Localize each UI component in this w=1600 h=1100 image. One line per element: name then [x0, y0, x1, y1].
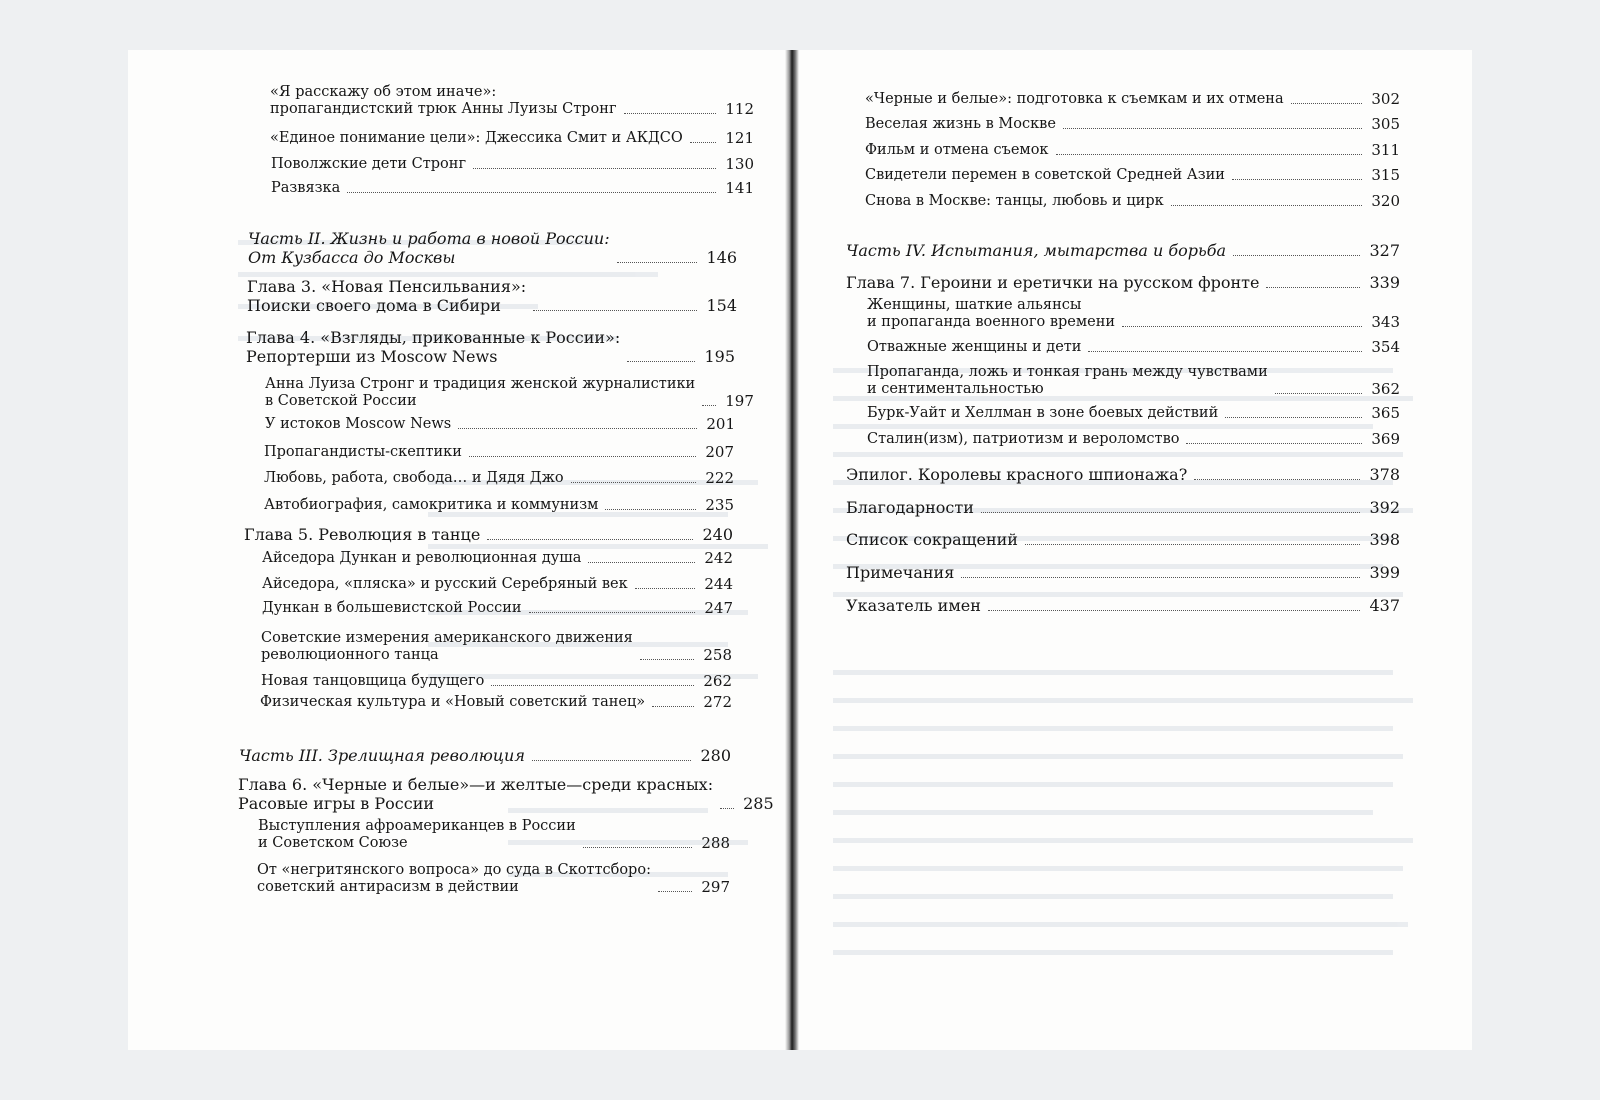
- toc-part-entry: [248, 229, 737, 267]
- toc-entry: [865, 167, 1400, 184]
- toc-page-number: 262: [703, 672, 732, 690]
- toc-entry-title: [262, 576, 628, 593]
- toc-page-number: 195: [704, 347, 735, 366]
- toc-entry-title: [865, 142, 1049, 159]
- toc-entry-line: Глава 5. Революция в танце: [244, 525, 481, 544]
- dot-leader: [588, 562, 695, 563]
- toc-entry-title: [260, 694, 645, 711]
- toc-entry-line: Расовые игры в России: [238, 794, 435, 813]
- toc-entry: [271, 180, 754, 197]
- toc-entry: [264, 444, 734, 461]
- toc-entry-title: [867, 405, 1218, 422]
- toc-page-number: 437: [1369, 596, 1400, 615]
- toc-page-number: 258: [703, 646, 732, 664]
- toc-entry-line: Поиски своего дома в Сибири: [247, 296, 501, 315]
- toc-chapter-entry: [244, 525, 733, 544]
- toc-entry-line: Фильм и отмена съемок: [865, 142, 1049, 158]
- toc-entry-line: Примечания: [846, 563, 955, 582]
- toc-entry-title: [867, 339, 1081, 356]
- toc-entry-title: [270, 84, 617, 118]
- toc-entry-title: [261, 630, 633, 664]
- toc-page-number: 242: [704, 549, 733, 567]
- dot-leader: [529, 612, 696, 613]
- toc-page-number: 240: [702, 525, 733, 544]
- toc-entry-line: Сталин(изм), патриотизм и вероломство: [867, 431, 1180, 447]
- dot-leader: [1171, 205, 1363, 206]
- dot-leader: [583, 847, 693, 848]
- toc-entry: [867, 297, 1400, 331]
- toc-page-number: 235: [705, 496, 734, 514]
- toc-entry-line: «Я расскажу об этом иначе»:: [270, 84, 497, 100]
- toc-entry-line: Физическая культура и «Новый советский танец»: [260, 694, 646, 710]
- toc-entry-line: Эпилог. Королевы красного шпионажа?: [846, 465, 1188, 484]
- toc-entry-title: [238, 775, 713, 813]
- toc-entry: [262, 600, 733, 617]
- toc-entry-line: Глава 3. «Новая Пенсильвания»:: [247, 277, 527, 296]
- toc-entry-line: в Советской России: [265, 393, 417, 409]
- toc-page-number: 285: [743, 794, 774, 813]
- toc-page-number: 392: [1369, 498, 1400, 517]
- toc-entry-line: Айседора, «пляска» и русский Серебряный век: [262, 576, 628, 592]
- toc-entry: [262, 576, 733, 593]
- toc-entry: [260, 694, 732, 711]
- dot-leader: [1025, 544, 1360, 545]
- toc-entry-title: [846, 563, 954, 582]
- toc-page-number: 201: [706, 415, 735, 433]
- toc-entry-title: [247, 277, 526, 315]
- toc-entry-title: [264, 444, 462, 461]
- toc-entry-line: Благодарности: [846, 498, 974, 517]
- toc-entry-line: Пропаганда, ложь и тонкая грань между чувствами: [867, 364, 1268, 380]
- toc-entry-title: [262, 600, 522, 617]
- toc-entry-title: [244, 525, 480, 544]
- dot-leader: [347, 192, 716, 193]
- toc-page-number: 112: [725, 100, 754, 118]
- toc-page-number: 207: [705, 443, 734, 461]
- toc-entry-title: [271, 156, 466, 173]
- toc-page-number: 154: [706, 296, 737, 315]
- toc-entry-title: [262, 550, 581, 567]
- dot-leader: [473, 168, 716, 169]
- dot-leader: [1063, 128, 1362, 129]
- toc-entry: [270, 84, 754, 118]
- dot-leader: [487, 539, 693, 540]
- toc-chapter-entry: [846, 563, 1400, 582]
- toc-entry-line: Глава 6. «Черные и белые»—и желтые—среди красных:: [238, 775, 714, 794]
- dot-leader: [491, 685, 694, 686]
- toc-entry: [865, 142, 1400, 159]
- dot-leader: [720, 808, 734, 809]
- toc-entry-title: [264, 470, 564, 487]
- toc-entry: [867, 431, 1400, 448]
- toc-page-number: 297: [701, 878, 730, 896]
- toc-entry-title: [846, 596, 981, 615]
- toc-page-number: 315: [1371, 166, 1400, 184]
- toc-part-entry: [846, 241, 1400, 260]
- toc-entry: [271, 156, 754, 173]
- toc-page-number: 121: [725, 129, 754, 147]
- toc-page-number: 247: [704, 599, 733, 617]
- dot-leader: [690, 142, 717, 143]
- toc-entry-title: [248, 229, 610, 267]
- dot-leader: [702, 405, 716, 406]
- toc-entry-line: У истоков Moscow News: [265, 416, 452, 432]
- dot-leader: [635, 588, 696, 589]
- toc-entry: [867, 339, 1400, 356]
- toc-entry-line: Анна Луиза Стронг и традиция женской журналистики: [265, 376, 696, 392]
- toc-entry-title: [265, 376, 695, 410]
- toc-entry-line: «Единое понимание цели»: Джессика Смит и АКДСО: [270, 130, 683, 146]
- toc-chapter-entry: [846, 273, 1400, 292]
- toc-entry: [867, 405, 1400, 422]
- dot-leader: [1275, 393, 1363, 394]
- toc-entry-title: [257, 862, 651, 896]
- toc-entry: [261, 673, 732, 690]
- toc-page-number: 378: [1369, 465, 1400, 484]
- dot-leader: [571, 482, 697, 483]
- dot-leader: [1291, 103, 1363, 104]
- dot-leader: [627, 361, 695, 362]
- toc-chapter-entry: [846, 465, 1400, 484]
- right-page: [799, 50, 1472, 1050]
- toc-page-number: 130: [725, 155, 754, 173]
- toc-entry-title: [846, 465, 1187, 484]
- toc-entry-title: [867, 364, 1268, 398]
- toc-chapter-entry: [238, 775, 774, 813]
- dot-leader: [1122, 326, 1362, 327]
- toc-entry: [265, 376, 754, 410]
- toc-entry-title: [865, 167, 1225, 184]
- toc-entry-line: Пропагандисты-скептики: [264, 444, 462, 460]
- toc-entry: [257, 862, 730, 896]
- dot-leader: [1232, 179, 1362, 180]
- dot-leader: [652, 706, 694, 707]
- toc-entry: [264, 470, 734, 487]
- toc-entry-title: [865, 91, 1284, 108]
- left-page: [128, 50, 785, 1050]
- dot-leader: [617, 262, 698, 263]
- toc-entry-line: и Советском Союзе: [258, 835, 408, 851]
- toc-entry-line: Дункан в большевистской России: [262, 600, 522, 616]
- toc-entry-title: [846, 530, 1018, 549]
- toc-entry-title: [846, 273, 1259, 292]
- toc-entry-line: Глава 4. «Взгляды, прикованные к России»:: [246, 328, 621, 347]
- toc-entry-title: [867, 297, 1115, 331]
- book-spread: [128, 50, 1472, 1050]
- toc-entry-line: Веселая жизнь в Москве: [865, 116, 1056, 132]
- toc-entry-line: Новая танцовщица будущего: [261, 673, 485, 689]
- toc-entry-line: Женщины, шаткие альянсы: [867, 297, 1082, 313]
- dot-leader: [533, 310, 697, 311]
- toc-entry-line: Глава 7. Героини и еретички на русском фронте: [846, 273, 1260, 292]
- book-gutter: [785, 50, 799, 1050]
- toc-page-number: 280: [700, 746, 731, 765]
- toc-entry-line: Свидетели перемен в советской Средней Азии: [865, 167, 1225, 183]
- toc-entry-title: [264, 497, 598, 514]
- toc-page-number: 141: [725, 179, 754, 197]
- toc-page-number: 244: [704, 575, 733, 593]
- toc-entry-line: Репортерши из Moscow News: [246, 347, 498, 366]
- toc-chapter-entry: [246, 328, 735, 366]
- dot-leader: [961, 577, 1360, 578]
- toc-entry-line: советский антирасизм в действии: [257, 879, 519, 895]
- toc-entry-line: Часть III. Зрелищная революция: [239, 746, 525, 765]
- toc-page-number: 399: [1369, 563, 1400, 582]
- dot-leader: [1056, 154, 1363, 155]
- toc-entry: [265, 416, 735, 433]
- toc-entry: [258, 818, 730, 852]
- toc-entry-line: Часть II. Жизнь и работа в новой России:: [248, 229, 610, 248]
- toc-entry-line: пропагандистский трюк Анны Луизы Стронг: [270, 101, 617, 117]
- dot-leader: [640, 659, 695, 660]
- toc-page-number: 222: [705, 469, 734, 487]
- toc-entry-line: и сентиментальностью: [867, 381, 1044, 397]
- toc-entry-line: и пропаганда военного времени: [867, 314, 1116, 330]
- toc-page-number: 354: [1371, 338, 1400, 356]
- toc-entry-title: [265, 416, 451, 433]
- toc-entry-line: Бурк-Уайт и Хеллман в зоне боевых действий: [867, 405, 1219, 421]
- toc-page-number: 398: [1369, 530, 1400, 549]
- toc-page-number: 311: [1371, 141, 1400, 159]
- toc-entry-line: Отважные женщины и дети: [867, 339, 1082, 355]
- toc-entry: [865, 91, 1400, 108]
- toc-page-number: 343: [1371, 313, 1400, 331]
- toc-entry: [261, 630, 732, 664]
- toc-page-number: 339: [1369, 273, 1400, 292]
- dot-leader: [1225, 417, 1362, 418]
- toc-entry: [270, 130, 754, 147]
- dot-leader: [605, 509, 696, 510]
- dot-leader: [1266, 287, 1360, 288]
- toc-entry-line: Список сокращений: [846, 530, 1018, 549]
- toc-entry-line: Указатель имен: [846, 596, 981, 615]
- toc-entry-title: [865, 193, 1164, 210]
- toc-chapter-entry: [247, 277, 737, 315]
- toc-entry-line: Советские измерения американского движения: [261, 630, 633, 646]
- toc-part-entry: [239, 746, 731, 765]
- toc-page-number: 362: [1371, 380, 1400, 398]
- dot-leader: [988, 610, 1361, 611]
- toc-page-number: 302: [1371, 90, 1400, 108]
- toc-chapter-entry: [846, 530, 1400, 549]
- toc-chapter-entry: [846, 498, 1400, 517]
- dot-leader: [1233, 255, 1360, 256]
- toc-entry: [865, 193, 1400, 210]
- toc-entry-line: Снова в Москве: танцы, любовь и цирк: [865, 193, 1164, 209]
- toc-entry-line: революционного танца: [261, 647, 439, 663]
- dot-leader: [532, 760, 692, 761]
- toc-entry-title: [246, 328, 620, 366]
- toc-page-number: 320: [1371, 192, 1400, 210]
- toc-entry-title: [261, 673, 484, 690]
- toc-entry: [865, 116, 1400, 133]
- dot-leader: [469, 456, 696, 457]
- toc-page-number: 197: [725, 392, 754, 410]
- toc-entry: [867, 364, 1400, 398]
- dot-leader: [981, 512, 1361, 513]
- toc-page-number: 146: [706, 248, 737, 267]
- toc-entry-line: Выступления афроамериканцев в России: [258, 818, 576, 834]
- toc-page-number: 365: [1371, 404, 1400, 422]
- dot-leader: [458, 428, 697, 429]
- toc-entry-line: «Черные и белые»: подготовка к съемкам и их отмена: [865, 91, 1284, 107]
- toc-entry-title: [271, 180, 340, 197]
- toc-entry-line: Развязка: [271, 180, 341, 196]
- toc-entry-line: Часть IV. Испытания, мытарства и борьба: [846, 241, 1227, 260]
- toc-entry-line: Автобиография, самокритика и коммунизм: [264, 497, 599, 513]
- toc-entry-line: Поволжские дети Стронг: [271, 156, 467, 172]
- dot-leader: [1088, 351, 1362, 352]
- toc-entry-title: [239, 746, 525, 765]
- dot-leader: [1194, 479, 1360, 480]
- toc-entry-title: [867, 431, 1179, 448]
- toc-entry: [264, 497, 734, 514]
- toc-entry-line: Айседора Дункан и революционная душа: [262, 550, 582, 566]
- toc-page-number: 288: [701, 834, 730, 852]
- toc-entry: [262, 550, 733, 567]
- toc-page-number: 327: [1369, 241, 1400, 260]
- toc-entry-title: [846, 241, 1226, 260]
- toc-page-number: 369: [1371, 430, 1400, 448]
- dot-leader: [1186, 443, 1362, 444]
- toc-page-number: 305: [1371, 115, 1400, 133]
- toc-entry-line: Любовь, работа, свобода… и Дядя Джо: [264, 470, 564, 486]
- dot-leader: [624, 113, 717, 114]
- toc-page-number: 272: [703, 693, 732, 711]
- toc-entry-line: От «негритянского вопроса» до суда в Скоттсборо:: [257, 862, 651, 878]
- toc-entry-title: [865, 116, 1056, 133]
- toc-entry-line: От Кузбасса до Москвы: [248, 248, 456, 267]
- toc-entry-title: [270, 130, 683, 147]
- toc-entry-title: [846, 498, 974, 517]
- toc-chapter-entry: [846, 596, 1400, 615]
- dot-leader: [658, 891, 692, 892]
- toc-entry-title: [258, 818, 576, 852]
